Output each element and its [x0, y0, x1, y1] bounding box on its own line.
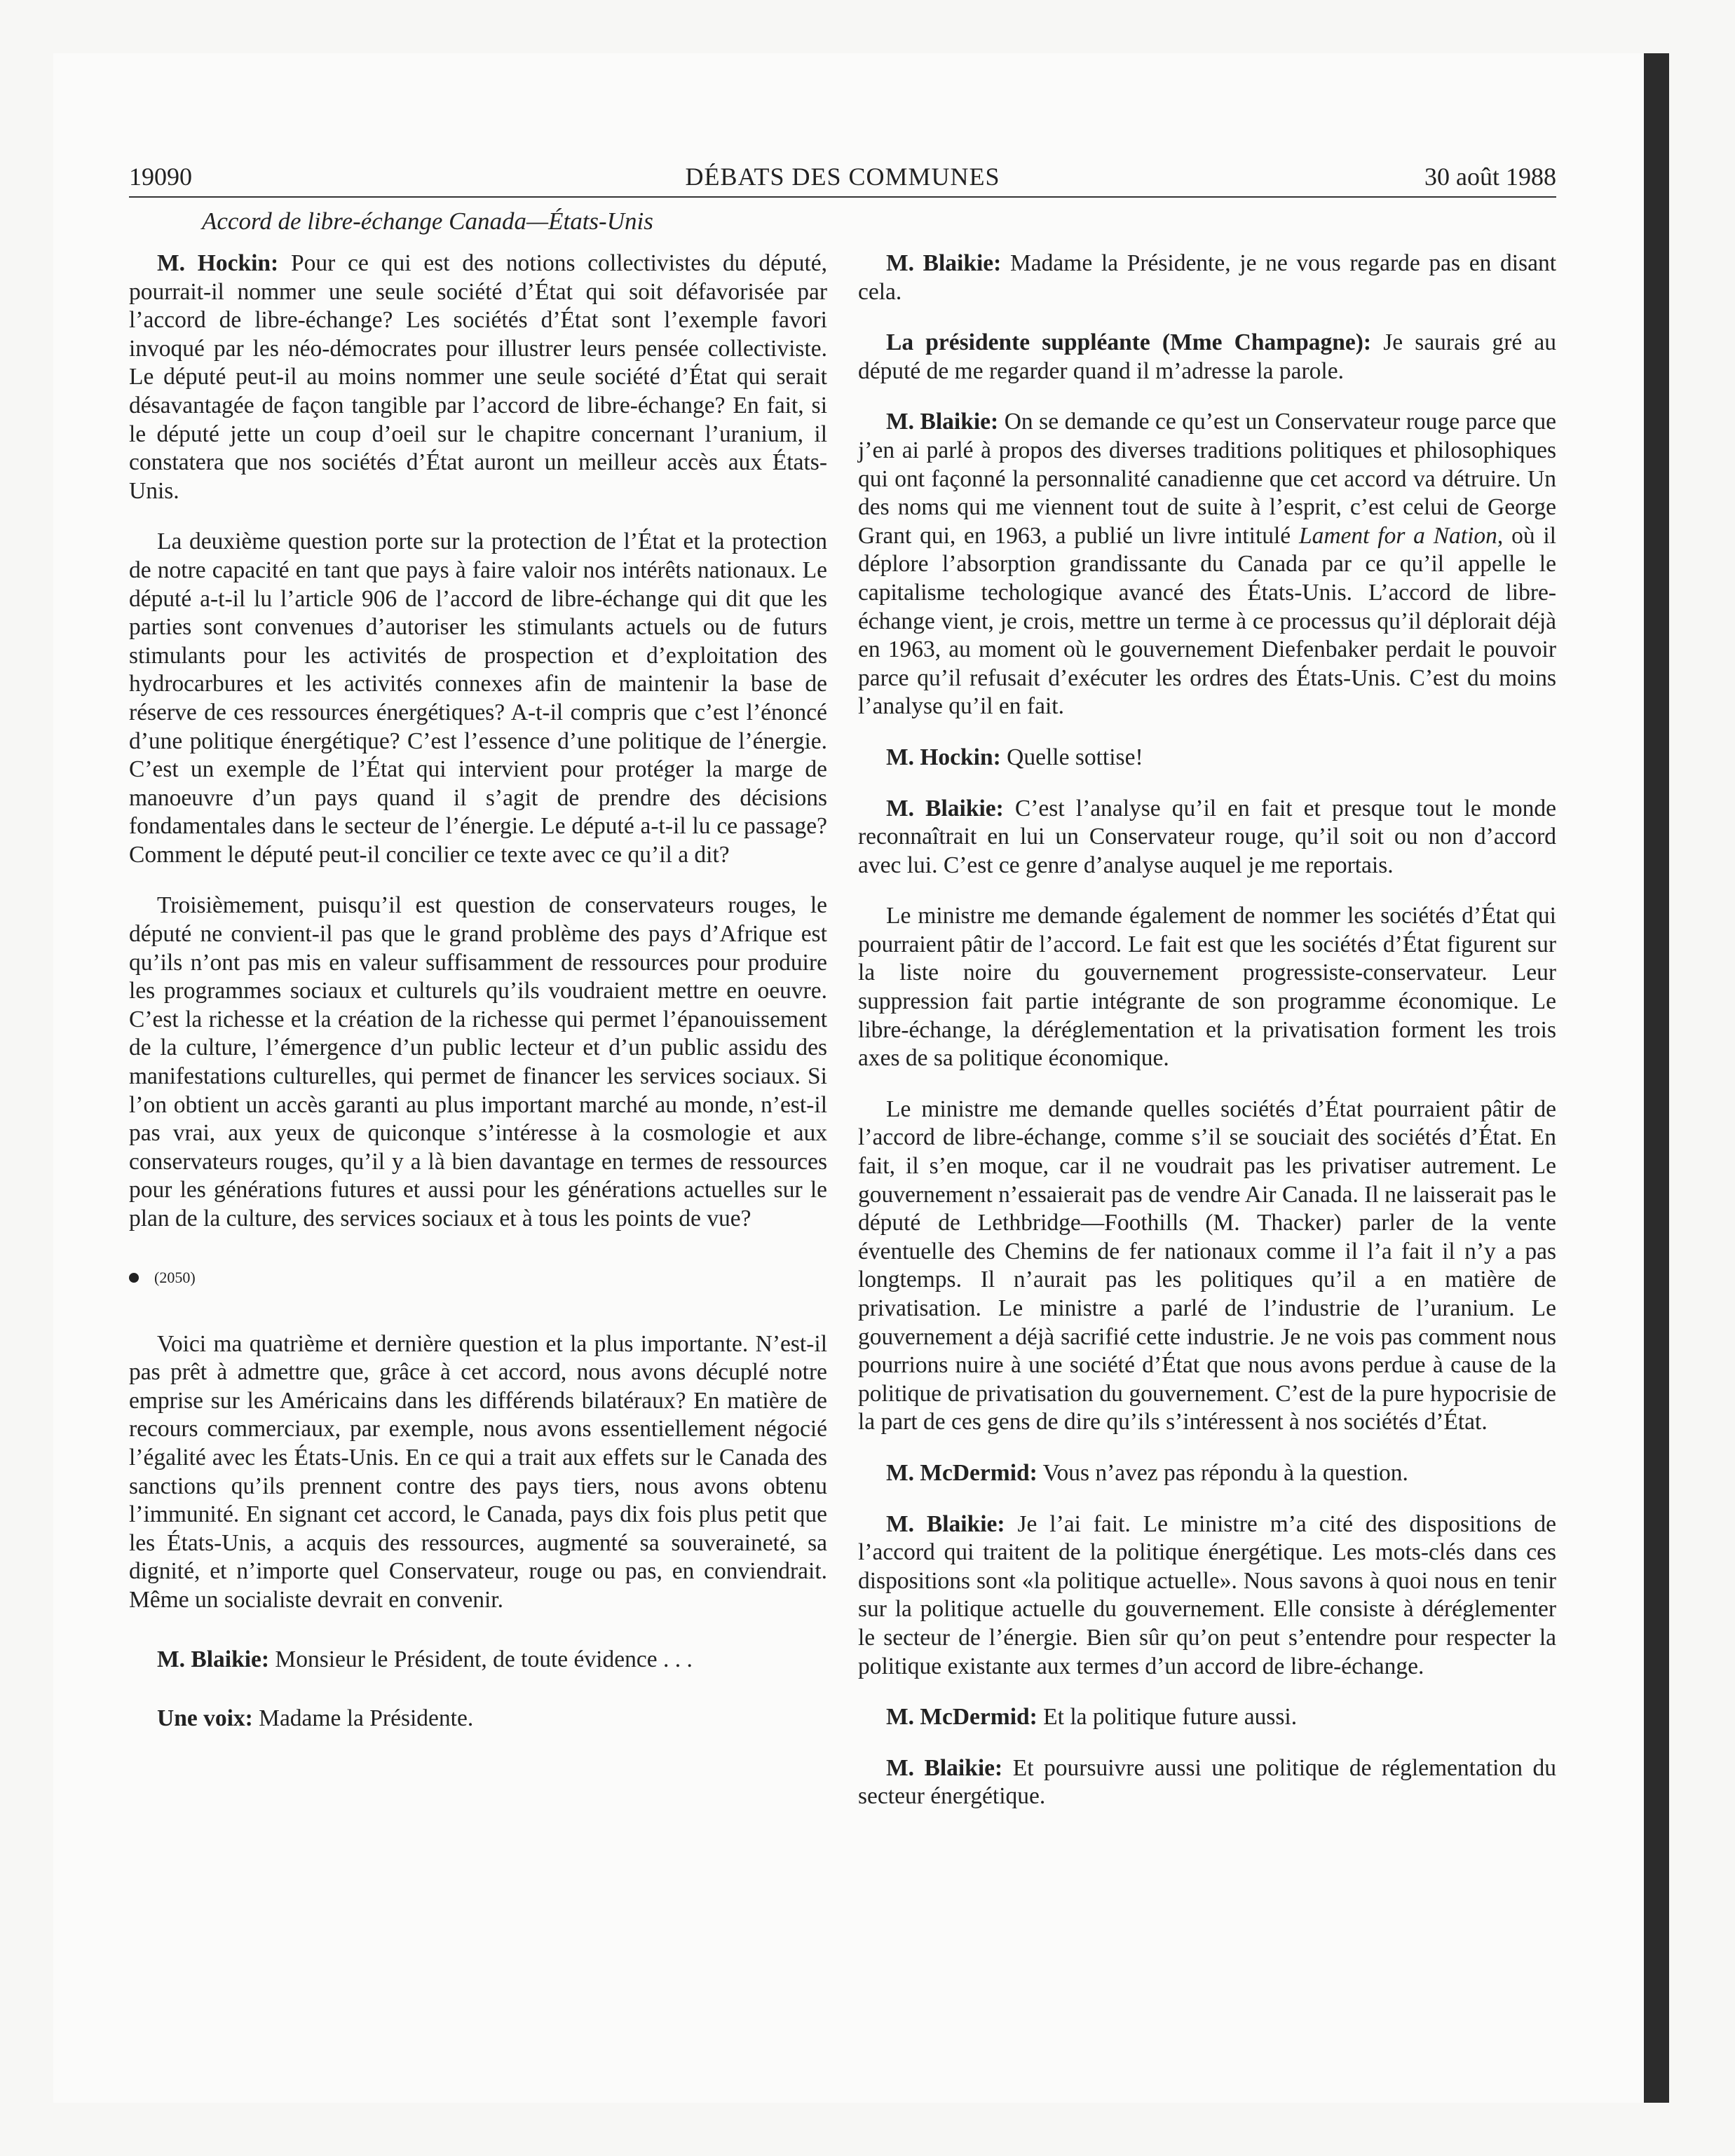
speaker-name: M. Blaikie:	[157, 1646, 270, 1672]
speaker-name: M. McDermid:	[886, 1704, 1037, 1731]
speaker-name: M. Blaikie:	[886, 1510, 1005, 1537]
paragraph	[858, 1459, 1556, 1488]
paragraph	[858, 902, 1556, 1073]
paragraph-text: Madame la Présidente, je ne vous regarde pas en disant cela.	[858, 250, 1557, 305]
speaker-name: La présidente suppléante (Mme Champagne):	[886, 329, 1372, 356]
publication-date: 30 août 1988	[1424, 163, 1556, 191]
paragraph-text: Quelle sottise!	[1007, 744, 1143, 770]
paragraph-text: Pour ce qui est des notions collectivistes du député, pourrait-il nommer une seule société d’État qui soit défavorisée par l’accord de libre-échange? Les sociétés d’État sont l’exemple favori invoqué par les néo-démocrates pour illustrer leurs pensée collectiviste. Le député peut-il au moins nommer une seule société d’État qui serait désavantagée de façon tangible par l’accord de libre-échange? En fait, si le député jette un coup d’oeil sur le chapitre concernant l’uranium, il constatera que nos sociétés d’État auront un meilleur accès aux États-Unis.	[129, 250, 828, 504]
paragraph	[858, 408, 1556, 721]
paragraph-text: Et la politique future aussi.	[1043, 1704, 1298, 1731]
paragraph-text: Monsieur le Président, de toute évidence . . .	[275, 1646, 693, 1672]
speaker-name: M. Hockin:	[886, 744, 1001, 770]
paragraph	[858, 1510, 1556, 1681]
speaker-name: M. Blaikie:	[886, 795, 1004, 821]
left-column	[129, 250, 827, 1756]
paragraph	[858, 795, 1556, 880]
paragraph-text: Troisièmement, puisqu’il est question de conservateurs rouges, le député ne convient-il pas que le grand problème des pays d’Afrique est qu’ils n’ont pas mis en valeur suffisamment de ressources pour produire les programmes sociaux et culturels qu’ils voudraient mettre en oeuvre. C’est la richesse et la création de la richesse qui permet l’épanouissement de la culture, l’émergence d’un public lecteur et d’un public assidu des manifestations culturelles, qui permet de financer les services sociaux. Si l’on obtient un accès garanti au plus important marché au monde, n’est-il pas vrai, aux yeux de quiconque s’intéresse à la cosmologie et aux conservateurs rouges, qu’il y a là bien davantage en termes de ressources pour les générations futures et aussi pour les générations actuelles sur le plan de la culture, des services sociaux et à tous les points de vue?	[129, 892, 827, 1231]
speaker-name: M. McDermid:	[886, 1459, 1037, 1486]
paragraph	[858, 329, 1556, 386]
paragraph-text: Et poursuivre aussi une politique de réglementation du secteur énergétique.	[858, 1754, 1556, 1810]
paragraph	[129, 250, 827, 505]
paragraph	[858, 1096, 1556, 1437]
time-marker-text: (2050)	[154, 1268, 196, 1286]
paragraph	[858, 250, 1556, 306]
paragraph	[129, 1705, 827, 1733]
paragraph-text: Madame la Présidente.	[259, 1705, 474, 1732]
paragraph-text: Je l’ai fait. Le ministre m’a cité des dispositions de l’accord qui traitent de la politique énergétique. Les mots-clés dans ces dispositions sont «la politique actuelle». Nous savons à quoi nous en tenir sur la politique actuelle du gouvernement. Elle consiste à déréglementer le secteur de l’énergie. Bien sûr qu’on peut s’entendre pour respecter la politique existante aux termes d’un accord de libre-échange.	[858, 1510, 1557, 1679]
paragraph-text: Le ministre me demande également de nommer les sociétés d’État qui pourraient pâtir de l’accord. Le fait est que les sociétés d’État figurent sur la liste noire du gouvernement progressiste-conservateur. Leur suppression fait partie intégrante de son programme économique. Le libre-échange, la déréglementation et la privatisation forment les trois axes de sa politique économique.	[858, 903, 1556, 1072]
paragraph	[858, 1703, 1556, 1732]
paragraph	[129, 1646, 827, 1674]
speaker-name: M. Blaikie:	[886, 250, 1002, 276]
speaker-name: M. Blaikie:	[886, 1754, 1003, 1781]
paragraph-text: Je saurais gré au député de me regarder quand il m’adresse la parole.	[858, 329, 1556, 384]
speaker-name: M. Hockin:	[157, 250, 279, 276]
paragraph	[129, 892, 827, 1233]
speaker-name: Une voix:	[157, 1705, 253, 1732]
paragraph-text: C’est l’analyse qu’il en fait et presque tout le monde reconnaîtrait en lui un Conservateur rouge, qu’il soit ou non d’accord avec lui. C’est ce genre d’analyse auquel je me reportais.	[858, 795, 1557, 878]
paragraph-text: Le ministre me demande quelles sociétés d’État pourraient pâtir de l’accord de libre-échange, comme s’il se souciait des sociétés d’État. En fait, il s’en moque, car il ne voudrait pas les privatiser autrement. Le gouvernement n’essaierait pas de vendre Air Canada. Il ne laisserait pas le député de Lethbridge—Foothills (M. Thacker) parler de la vente éventuelle des Chemins de fer nationaux comme il l’a fait il n’y a pas longtemps. Il n’aurait pas les politiques qu’il a en matière de privatisation. Le ministre a parlé de l’industrie de l’uranium. Le gouvernement a déjà sacrifié cette industrie. Je ne vois pas comment nous pourrions nuire à une société d’État que nous avons perdue à cause de la politique de privatisation du gouvernement. C’est de la pure hypocrisie de la part de ces gens de dire qu’ils s’intéressent à nos sociétés d’État.	[858, 1096, 1556, 1435]
paragraph-text: , où il déplore l’absorption grandissante du Canada par ce qu’il appelle le capitalisme techologique avancé des États-Unis. L’accord de libre-échange vient, je crois, mettre un terme à ce processus qu’il déplorait déjà en 1963, au moment où le gouvernement Diefenbaker perdait le pouvoir parce qu’il refusait d’exécuter les ordres des États-Unis. C’est du moins l’analyse qu’il en fait.	[858, 522, 1556, 720]
paragraph-text: Voici ma quatrième et dernière question et la plus importante. N’est-il pas prêt à admettre que, grâce à cet accord, nous avons décuplé notre emprise sur les Américains dans les différends bilatéraux? En matière de recours commerciaux, par exemple, nous avons essentiellement négocié l’égalité avec les États-Unis. En ce qui a trait aux effets sur le Canada des sanctions qu’ils prennent contre des pays tiers, nous avons obtenu l’immunité. En signant cet accord, le Canada, pays dix fois plus petit que les États-Unis, a acquis des ressources, augmenté sa souveraineté, sa dignité, et n’importe quel Conservateur, rouge ou pas, en conviendrait. Même un socialiste devrait en convenir.	[129, 1330, 827, 1613]
paragraph	[129, 528, 827, 869]
book-title: Lament for a Nation	[1298, 522, 1497, 549]
right-column	[858, 250, 1556, 1834]
paragraph-text: Vous n’avez pas répondu à la question.	[1042, 1459, 1408, 1486]
paragraph-text: La deuxième question porte sur la protection de l’État et la protection de notre capacité en tant que pays à faire valoir nos intérêts nationaux. Le député a-t-il lu l’article 906 de l’accord de libre-échange qui dit que les parties sont convenues d’autoriser les stimulants actuels ou de futurs stimulants pour les activités de prospection et d’exploitation des hydrocarbures et les activités connexes afin de maintenir la base de réserve de ces ressources énergétiques? A-t-il compris que c’est l’énoncé d’une politique énergétique? C’est l’essence d’une politique de l’énergie. C’est un exemple de l’État qui intervient pour protéger la marge de manoeuvre d’un pays quand il s’agit de prendre des décisions fondamentales dans le secteur de l’énergie. Le député a-t-il lu ce passage? Comment le député peut-il concilier ce texte avec ce qu’il a dit?	[129, 528, 827, 868]
paragraph	[858, 744, 1556, 772]
page-number: 19090	[129, 163, 192, 191]
paragraph	[129, 1330, 827, 1615]
publication-title: DÉBATS DES COMMUNES	[685, 163, 1000, 191]
paragraph	[858, 1754, 1556, 1811]
time-marker	[129, 1267, 827, 1288]
page-header	[129, 157, 1556, 198]
speaker-name: M. Blaikie:	[886, 409, 999, 435]
running-subject: Accord de libre-échange Canada—États-Unis	[202, 207, 653, 235]
paragraph-text: On se demande ce qu’est un Conservateur rouge parce que j’en ai parlé à propos des diverses traditions politiques et philosophiques qui ont façonné la personnalité canadienne que cet accord va détruire. Un des noms qui me viennent tout de suite à l’esprit, c’est celui de George Grant qui, en 1963, a publié un livre intitulé	[858, 409, 1557, 549]
bullet-dot-icon	[129, 1273, 139, 1283]
scan-edge-bar	[1644, 53, 1669, 2103]
